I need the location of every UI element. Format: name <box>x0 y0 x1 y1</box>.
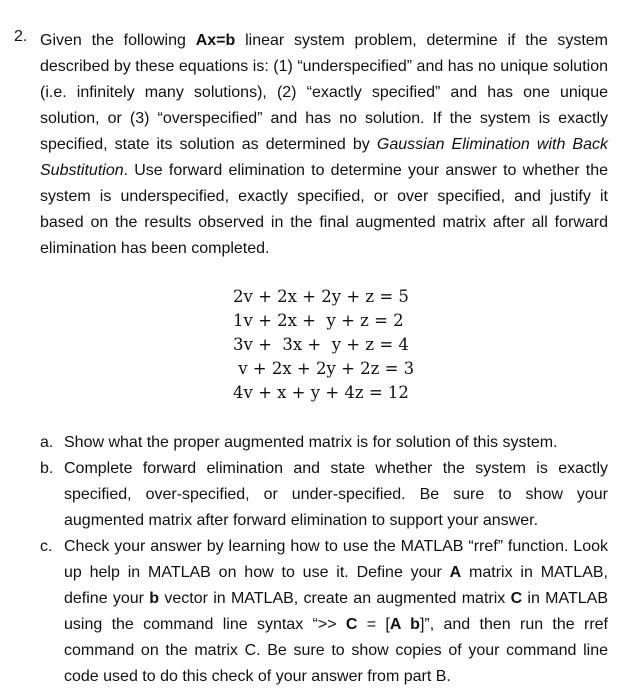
equation-1: 2v + 2x + 2y + z = 5 <box>233 287 409 306</box>
part-b-label: b. <box>40 460 54 477</box>
part-b-text: Complete forward elimination and state whether the system is exactly specified, over-specified, or under-specified. Be sure to show your augmented matrix after forward elimination to support your answer. <box>64 460 608 529</box>
problem-statement: Given the following Ax=b linear system problem, determine if the system described by these equations is: (1) “underspecified” and has no unique solution (i.e. infinitely many solutions), (2) “exactly specified” and has one unique solution, or (3) “overspecified” and has no solution. If the system is exactly specified, state its solution as determined by Gaussian Elimination with Back Substitution. Use forward elimination to determine your answer to whether the system is underspecified, exactly specified, or over specified, and justify it based on the results observed in the final augmented matrix after all forward elimination has been completed. <box>40 32 609 257</box>
sub-questions <box>40 430 608 690</box>
part-c <box>40 534 608 690</box>
part-c-text: Check your answer by learning how to use the MATLAB “rref” function. Look up help in MATLAB on how to use it. Define your A matrix in MATLAB, define your b vector in MATLAB, create an augmented matrix C in MATLAB using the command line syntax “>> C = [A b]”, and then run the rref command on the matrix C. Be sure to show copies of your command line code used to do this check of your answer from part B. <box>64 538 609 685</box>
equation-4: v + 2x + 2y + 2z = 3 <box>233 359 415 378</box>
equation-5: 4v + x + y + 4z = 12 <box>233 383 409 402</box>
equation-3: 3v + 3x + y + z = 4 <box>233 335 409 354</box>
method-name: Gaussian Elimination with Back Substitution <box>40 136 609 179</box>
equation-system <box>233 285 414 405</box>
part-b <box>40 456 608 534</box>
part-a <box>40 430 608 456</box>
problem-number: 2. <box>14 28 28 45</box>
ax-b-emphasis: Ax=b <box>195 32 236 49</box>
part-a-text: Show what the proper augmented matrix is for solution of this system. <box>64 434 558 451</box>
equation-2: 1v + 2x + y + z = 2 <box>233 311 404 330</box>
part-c-label: c. <box>40 538 53 555</box>
part-a-label: a. <box>40 434 54 451</box>
